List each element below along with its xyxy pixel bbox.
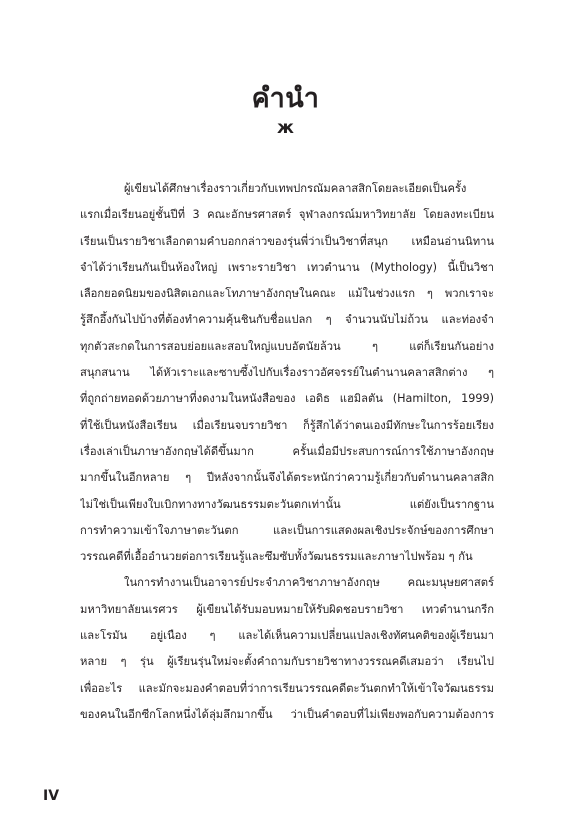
paragraph-1-line-5: เลือกยอดนิยมของนิสิตเอกและโทภาษาอังกฤษในคณะ แม้ในช่วงแรก ๆ พวกเราจะ xyxy=(80,287,494,301)
paragraph-1-line-8: สนุกสนาน ได้หัวเราะและซาบซึ้งไปกับเรื่องราวอัศจรรย์ในตำนานคลาสสิกต่าง ๆ xyxy=(80,366,494,380)
paragraph-1-line-6: รู้สึกอึ้งกันไปบ้างที่ต้องทำความคุ้นชินกับชื่อแปลก ๆ จำนวนนับไม่ถ้วน และท่องจำ xyxy=(80,313,494,327)
paragraph-2-line-5: เพื่ออะไร และมักจะมองคำตอบที่ว่าการเรียนวรรณคดีตะวันตกทำให้เข้าใจวัฒนธรรม xyxy=(80,681,494,695)
paragraph-1-line-12: มากขึ้นในอีกหลาย ๆ ปีหลังจากนั้นจึงได้ตระหนักว่าความรู้เกี่ยวกับตำนานคลาสสิก xyxy=(80,471,494,485)
paragraph-1-line-14: การทำความเข้าใจภาษาตะวันตก และเป็นการแสดงผลเชิงประจักษ์ของการศึกษา xyxy=(80,523,494,537)
paragraph-1-line-2: แรกเมื่อเรียนอยู่ชั้นปีที่ 3 คณะอักษรศาสตร์ จุฬาลงกรณ์มหาวิทยาลัย โดยลงทะเบียน xyxy=(80,208,494,222)
paragraph-1-line-15: วรรณคดีที่เอื้ออำนวยต่อการเรียนรู้และซึมซับทั้งวัฒนธรรมและภาษาไปพร้อม ๆ กัน xyxy=(80,550,473,564)
paragraph-1-line-3: เรียนเป็นรายวิชาเลือกตามคำบอกกล่าวของรุ่นพี่ว่าเป็นวิชาที่สนุก เหมือนอ่านนิทาน xyxy=(80,234,494,248)
paragraph-2-line-3: และโรมัน อยู่เนือง ๆ และได้เห็นความเปลี่ยนแปลงเชิงทัศนคติของผู้เรียนมา xyxy=(80,629,494,643)
paragraph-1-line-4: จำได้ว่าเรียนกันเป็นห้องใหญ่ เพราะรายวิชา เทวตำนาน (Mythology) นี้เป็นวิชา xyxy=(80,260,494,274)
paragraph-1-line-9: ที่ถูกถ่ายทอดด้วยภาษาที่งดงามในหนังสือของ เอดิธ แฮมิลตัน (Hamilton, 1999) xyxy=(80,392,494,406)
paragraph-2-line-6: ของคนในอีกซีกโลกหนึ่งได้ลุ่มลึกมากขึ้น ว่าเป็นคำตอบที่ไม่เพียงพอกับความต้องการ xyxy=(80,707,494,721)
paragraph-1-line-10: ที่ใช้เป็นหนังสือเรียน เมื่อเรียนจบรายวิชา ก็รู้สึกได้ว่าตนเองมีทักษะในการร้อยเรียง xyxy=(80,418,494,432)
paragraph-2-line-2: มหาวิทยาลัยนเรศวร ผู้เขียนได้รับมอบหมายให้รับผิดชอบรายวิชา เทวตำนานกรีก xyxy=(80,602,494,616)
preface-body xyxy=(80,176,494,728)
paragraph-1-line-13: ไม่ใช่เป็นเพียงใบเบิกทางทางวัฒนธรรมตะวันตกเท่านั้น แต่ยังเป็นรากฐาน xyxy=(80,497,494,511)
paragraph-1-line-7: ทุกตัวสะกดในการสอบย่อยและสอบใหญ่แบบอัตนัยล้วน ๆ แต่ก็เรียนกันอย่าง xyxy=(80,339,494,353)
paragraph-1-line-1: ผู้เขียนได้ศึกษาเรื่องราวเกี่ยวกับเทพปกรณัมคลาสสิกโดยละเอียดเป็นครั้ง xyxy=(124,182,467,195)
title-ornament: ж xyxy=(277,118,294,138)
page-number: IV xyxy=(43,788,60,804)
paragraph-1-line-11: เรื่องเล่าเป็นภาษาอังกฤษได้ดีขึ้นมาก ครั้นเมื่อมีประสบการณ์การใช้ภาษาอังกฤษ xyxy=(80,444,494,458)
paragraph-2-line-1: ในการทำงานเป็นอาจารย์ประจำภาควิชาภาษาอังกฤษ คณะมนุษยศาสตร์ xyxy=(124,576,494,590)
page-title: คำนำ xyxy=(251,83,320,114)
paragraph-2-line-4: หลาย ๆ รุ่น ผู้เรียนรุ่นใหม่จะตั้งคำถามกับรายวิชาทางวรรณคดีเสมอว่า เรียนไป xyxy=(80,655,494,669)
